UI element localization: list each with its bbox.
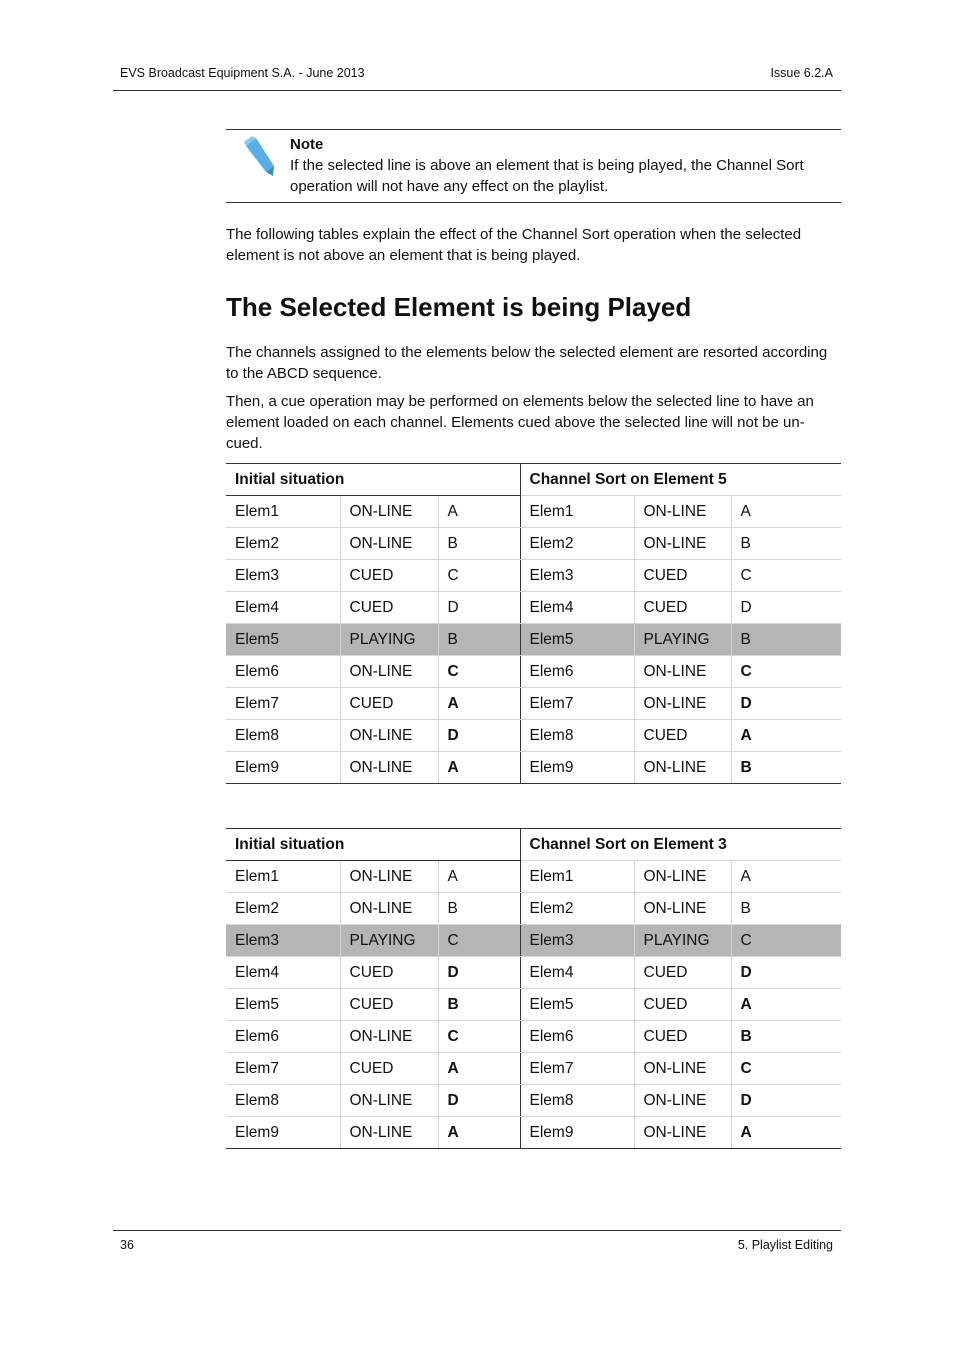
intro-paragraph: The following tables explain the effect of the Channel Sort operation when the selected element is not above an element that is being played. — [226, 226, 802, 264]
element-name: Elem7 — [226, 1053, 340, 1085]
element-name: Elem5 — [226, 624, 340, 656]
element-name: Elem6 — [520, 656, 634, 688]
table-row — [226, 752, 841, 784]
element-status: ON-LINE — [340, 1085, 438, 1117]
header-channel-sort: Channel Sort on Element 5 — [520, 464, 841, 496]
element-name: Elem1 — [226, 496, 340, 528]
element-name: Elem1 — [226, 861, 340, 893]
element-status: ON-LINE — [634, 1085, 731, 1117]
channel-sort-table-element-5 — [226, 463, 841, 784]
element-status: ON-LINE — [634, 656, 731, 688]
channel-letter: A — [438, 861, 520, 893]
element-name: Elem8 — [226, 1085, 340, 1117]
channel-letter: A — [438, 688, 520, 720]
table-row — [226, 1085, 841, 1117]
element-name: Elem3 — [226, 560, 340, 592]
channel-letter: A — [438, 752, 520, 784]
paragraph-cue: Then, a cue operation may be performed on elements below the selected line to have an element loaded on each channel. Elements cued above the selected line will not be un-cued. — [226, 393, 814, 452]
element-name: Elem8 — [520, 1085, 634, 1117]
channel-letter: D — [438, 957, 520, 989]
header-initial-situation: Initial situation — [226, 829, 520, 861]
element-status: CUED — [634, 989, 731, 1021]
element-status: CUED — [340, 989, 438, 1021]
element-status: ON-LINE — [634, 688, 731, 720]
note-box — [226, 129, 841, 203]
channel-sort-table-element-3 — [226, 828, 841, 1149]
channel-letter: A — [731, 1117, 841, 1149]
element-status: ON-LINE — [634, 893, 731, 925]
note-title: Note — [290, 136, 324, 153]
table-header-row — [226, 464, 841, 496]
element-name: Elem7 — [520, 688, 634, 720]
channel-letter: A — [731, 989, 841, 1021]
element-status: PLAYING — [340, 624, 438, 656]
table-row — [226, 496, 841, 528]
element-name: Elem2 — [226, 893, 340, 925]
element-status: ON-LINE — [634, 861, 731, 893]
element-name: Elem4 — [520, 592, 634, 624]
channel-letter: B — [731, 1021, 841, 1053]
table-header-row — [226, 829, 841, 861]
header-initial-situation: Initial situation — [226, 464, 520, 496]
element-name: Elem3 — [226, 925, 340, 957]
element-status: PLAYING — [340, 925, 438, 957]
element-status: CUED — [634, 560, 731, 592]
element-status: CUED — [634, 720, 731, 752]
element-status: ON-LINE — [340, 861, 438, 893]
channel-letter: D — [438, 1085, 520, 1117]
element-name: Elem9 — [226, 752, 340, 784]
table-row — [226, 1021, 841, 1053]
header-channel-sort: Channel Sort on Element 3 — [520, 829, 841, 861]
element-status: ON-LINE — [340, 752, 438, 784]
header-issue: Issue 6.2.A — [770, 66, 833, 80]
element-name: Elem8 — [226, 720, 340, 752]
element-status: CUED — [634, 1021, 731, 1053]
element-status: ON-LINE — [340, 720, 438, 752]
channel-letter: C — [731, 1053, 841, 1085]
element-status: ON-LINE — [634, 528, 731, 560]
channel-letter: B — [438, 624, 520, 656]
element-status: CUED — [340, 592, 438, 624]
element-status: CUED — [634, 957, 731, 989]
pencil-icon — [240, 134, 280, 176]
channel-letter: C — [731, 560, 841, 592]
channel-letter: D — [731, 592, 841, 624]
channel-letter: D — [731, 688, 841, 720]
element-status: PLAYING — [634, 925, 731, 957]
table-row — [226, 560, 841, 592]
footer-rule — [113, 1230, 841, 1231]
table-row — [226, 861, 841, 893]
element-name: Elem2 — [226, 528, 340, 560]
element-name: Elem2 — [520, 893, 634, 925]
element-status: CUED — [340, 1053, 438, 1085]
element-name: Elem7 — [226, 688, 340, 720]
table-row — [226, 688, 841, 720]
table-row — [226, 1053, 841, 1085]
element-name: Elem5 — [226, 989, 340, 1021]
channel-letter: B — [731, 893, 841, 925]
chapter-title: 5. Playlist Editing — [737, 1238, 833, 1252]
element-status: ON-LINE — [340, 1021, 438, 1053]
element-status: CUED — [634, 592, 731, 624]
channel-letter: C — [438, 656, 520, 688]
channel-letter: A — [731, 720, 841, 752]
table-row — [226, 656, 841, 688]
header-rule — [113, 90, 841, 91]
channel-letter: B — [731, 624, 841, 656]
channel-letter: D — [731, 957, 841, 989]
channel-letter: D — [438, 720, 520, 752]
channel-letter: C — [731, 656, 841, 688]
channel-letter: C — [438, 1021, 520, 1053]
element-status: PLAYING — [634, 624, 731, 656]
element-name: Elem9 — [520, 1117, 634, 1149]
table-row — [226, 925, 841, 957]
channel-letter: B — [731, 528, 841, 560]
channel-letter: C — [438, 560, 520, 592]
channel-letter: A — [438, 1053, 520, 1085]
element-status: ON-LINE — [340, 656, 438, 688]
table-row — [226, 989, 841, 1021]
section-heading: The Selected Element is being Played — [226, 292, 692, 322]
element-status: ON-LINE — [340, 893, 438, 925]
channel-letter: B — [438, 989, 520, 1021]
element-name: Elem1 — [520, 496, 634, 528]
element-status: CUED — [340, 957, 438, 989]
element-status: CUED — [340, 560, 438, 592]
table-row — [226, 720, 841, 752]
element-status: ON-LINE — [340, 496, 438, 528]
channel-letter: C — [438, 925, 520, 957]
channel-letter: B — [438, 528, 520, 560]
table-row — [226, 1117, 841, 1149]
element-name: Elem7 — [520, 1053, 634, 1085]
element-name: Elem6 — [226, 656, 340, 688]
element-status: ON-LINE — [634, 1117, 731, 1149]
table-row — [226, 624, 841, 656]
element-status: ON-LINE — [634, 496, 731, 528]
channel-letter: D — [438, 592, 520, 624]
element-name: Elem3 — [520, 560, 634, 592]
note-text: If the selected line is above an element that is being played, the Channel Sort operation will not have any effect on the playlist. — [290, 157, 804, 195]
channel-letter: A — [438, 496, 520, 528]
channel-letter: B — [438, 893, 520, 925]
element-status: CUED — [340, 688, 438, 720]
element-name: Elem5 — [520, 624, 634, 656]
element-name: Elem6 — [226, 1021, 340, 1053]
table-row — [226, 893, 841, 925]
element-status: ON-LINE — [634, 752, 731, 784]
header-publisher: EVS Broadcast Equipment S.A. - June 2013 — [120, 66, 365, 80]
channel-letter: B — [731, 752, 841, 784]
element-name: Elem5 — [520, 989, 634, 1021]
element-name: Elem9 — [520, 752, 634, 784]
element-status: ON-LINE — [340, 1117, 438, 1149]
paragraph-resort: The channels assigned to the elements below the selected element are resorted according to the ABCD sequence. — [226, 344, 828, 382]
channel-letter: D — [731, 1085, 841, 1117]
page-number: 36 — [120, 1238, 134, 1252]
element-name: Elem4 — [226, 957, 340, 989]
element-name: Elem1 — [520, 861, 634, 893]
channel-letter: A — [438, 1117, 520, 1149]
element-status: ON-LINE — [340, 528, 438, 560]
element-name: Elem2 — [520, 528, 634, 560]
element-name: Elem4 — [226, 592, 340, 624]
element-name: Elem4 — [520, 957, 634, 989]
channel-letter: C — [731, 925, 841, 957]
element-name: Elem9 — [226, 1117, 340, 1149]
element-name: Elem8 — [520, 720, 634, 752]
element-name: Elem6 — [520, 1021, 634, 1053]
element-name: Elem3 — [520, 925, 634, 957]
table-row — [226, 592, 841, 624]
table-row — [226, 528, 841, 560]
channel-letter: A — [731, 861, 841, 893]
element-status: ON-LINE — [634, 1053, 731, 1085]
channel-letter: A — [731, 496, 841, 528]
table-row — [226, 957, 841, 989]
